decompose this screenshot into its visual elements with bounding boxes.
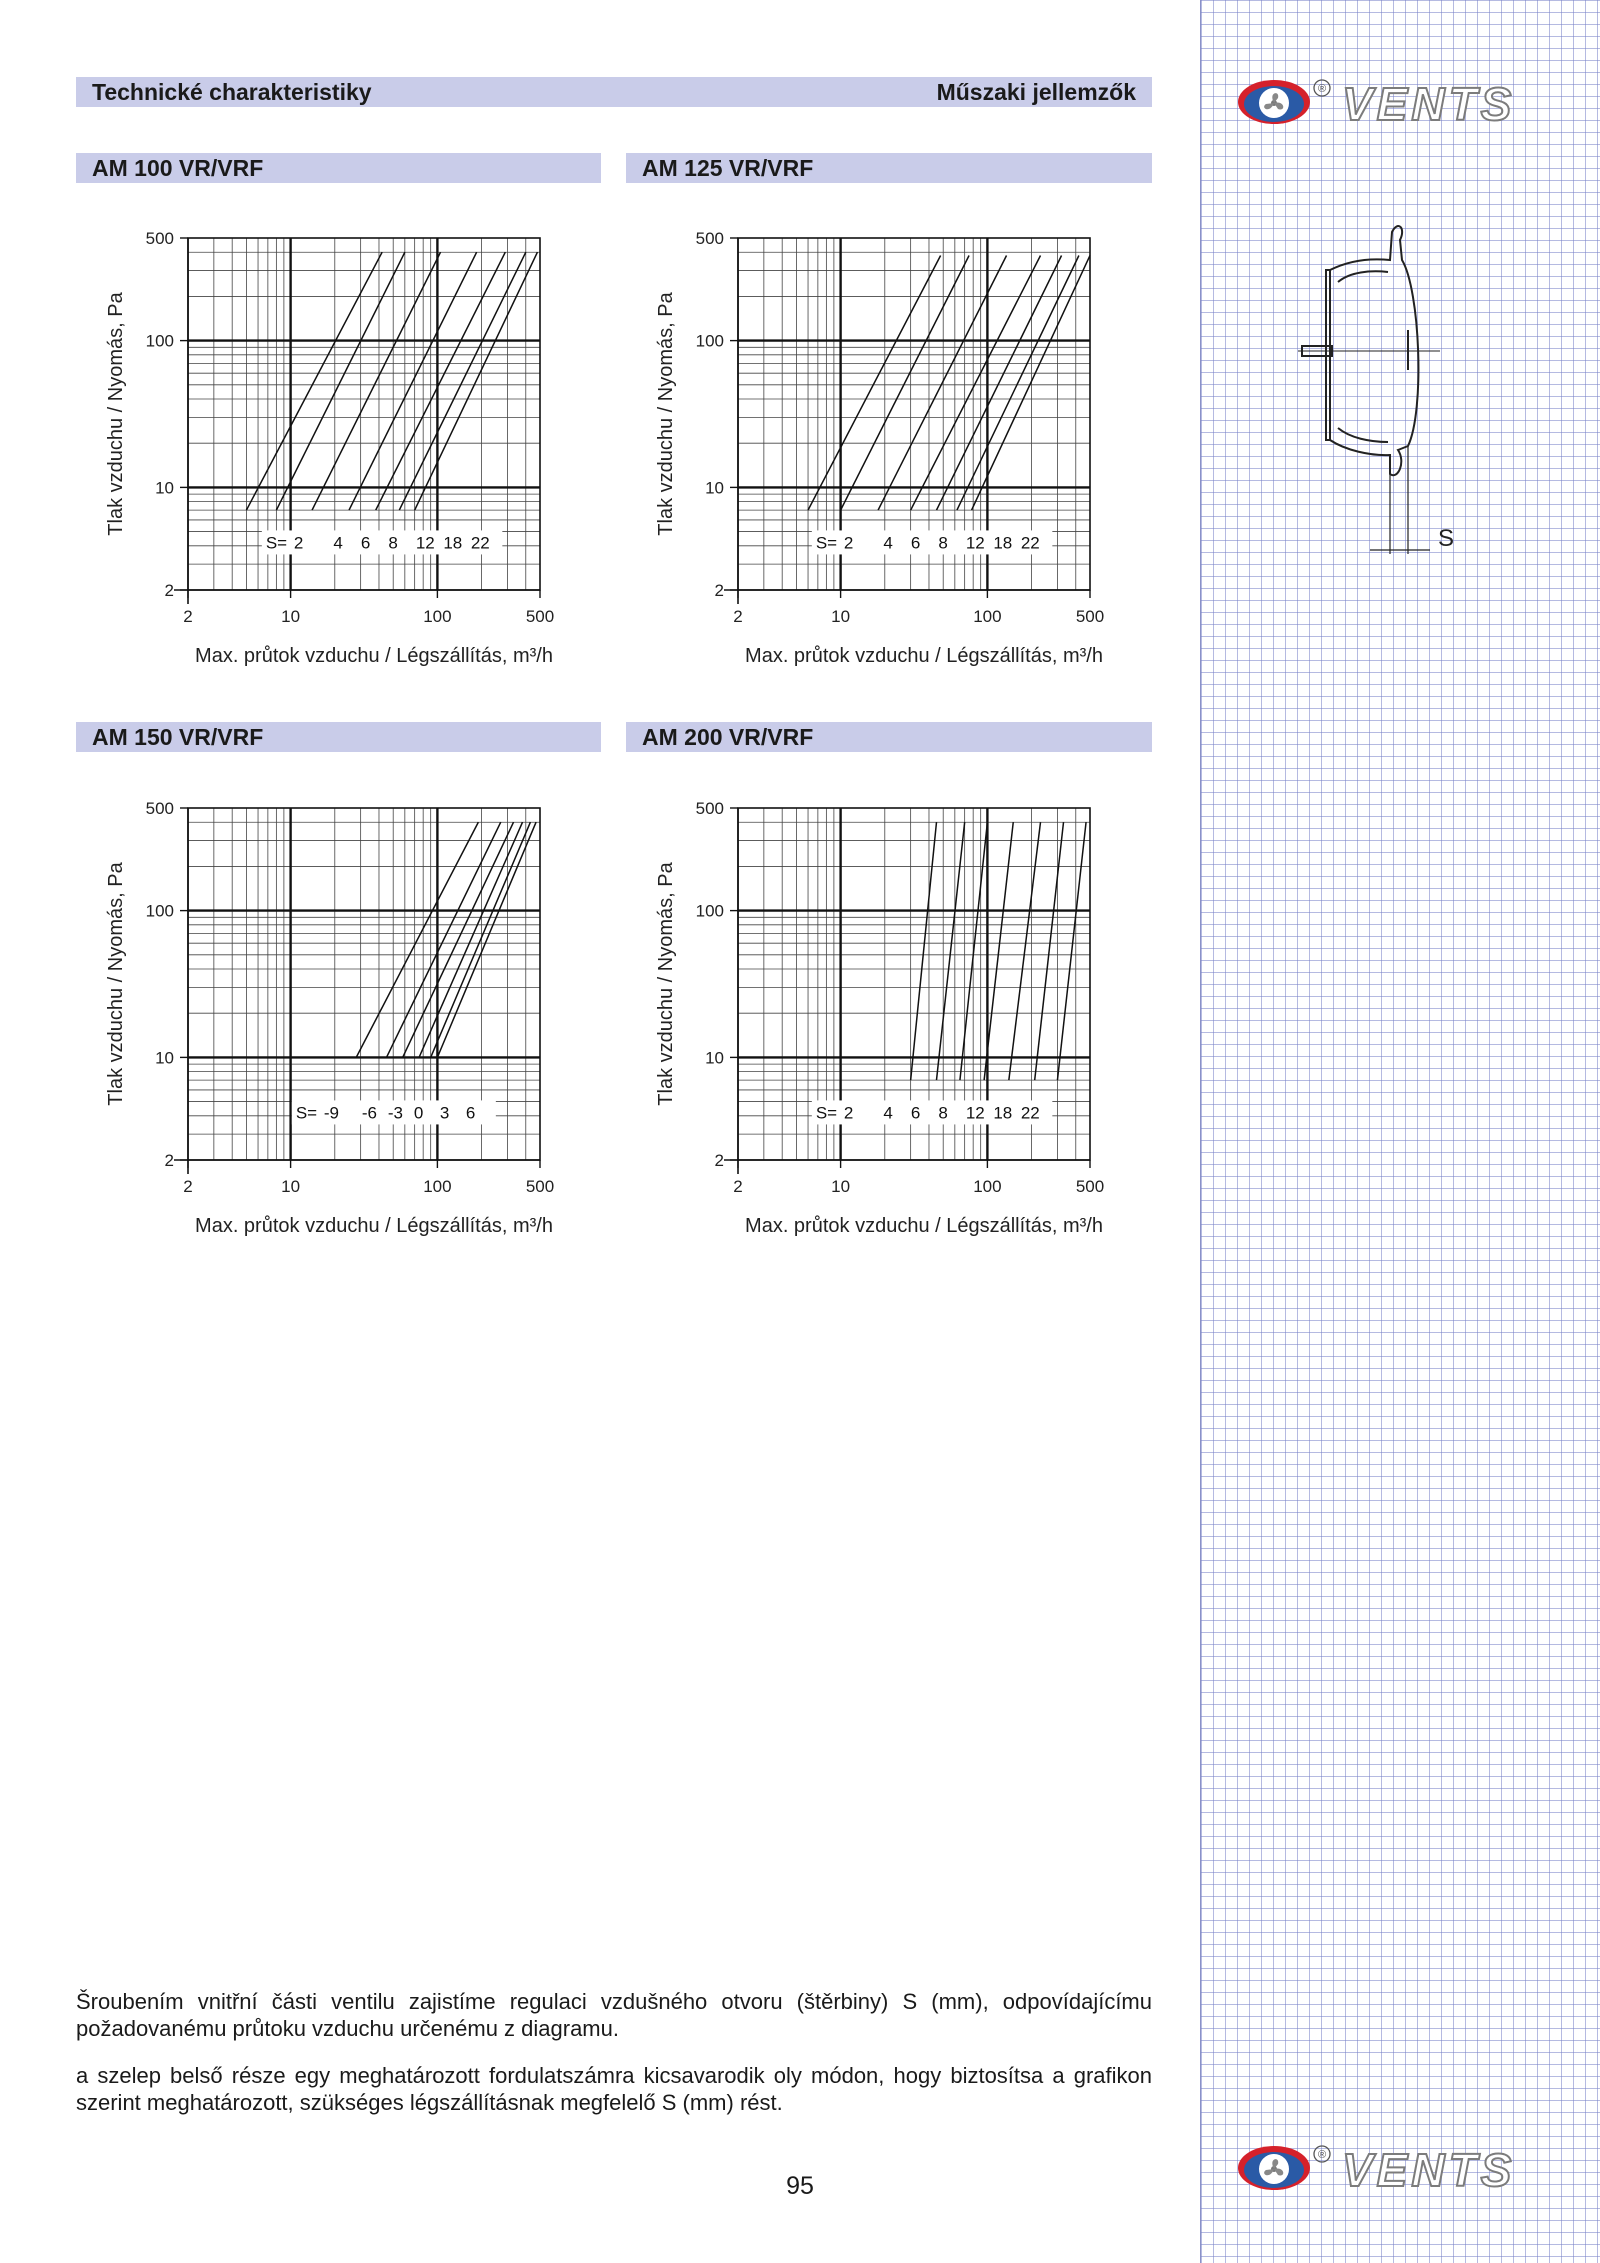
series-label-prefix: S= bbox=[815, 1103, 838, 1123]
vents-logo-bottom bbox=[1230, 2138, 1570, 2198]
series-line bbox=[911, 822, 937, 1080]
x-tick-label: 10 bbox=[281, 607, 301, 626]
series-line bbox=[276, 252, 404, 510]
chart-title-bar bbox=[626, 722, 1152, 752]
header-bar bbox=[76, 77, 1152, 107]
y-tick-label: 100 bbox=[145, 901, 174, 921]
series-line bbox=[960, 822, 987, 1080]
series-line bbox=[419, 822, 522, 1057]
y-tick-label: 2 bbox=[714, 1151, 724, 1170]
page-number: 95 bbox=[786, 2172, 814, 2200]
series-label: 4 bbox=[883, 1103, 893, 1123]
y-tick-label: 2 bbox=[164, 581, 174, 600]
chart-svg bbox=[650, 220, 1150, 680]
chart-svg bbox=[100, 220, 600, 680]
x-tick-label: 100 bbox=[423, 1177, 452, 1196]
series-line bbox=[349, 252, 477, 510]
y-axis-label: Tlak vzduchu / Nyomás, Pa bbox=[105, 862, 127, 1106]
y-tick-label: 2 bbox=[714, 581, 724, 600]
x-tick-label: 500 bbox=[525, 1177, 555, 1196]
chart-title: AM 100 VR/VRF bbox=[92, 155, 264, 181]
y-tick-label: 10 bbox=[705, 478, 724, 498]
svg-text:VENTS: VENTS bbox=[1342, 2144, 1516, 2196]
series-line bbox=[1035, 822, 1064, 1080]
series-label: 8 bbox=[388, 533, 398, 553]
series-line bbox=[437, 822, 536, 1057]
series-line bbox=[1009, 822, 1041, 1080]
chart-am100 bbox=[100, 220, 600, 680]
series-label: 18 bbox=[993, 533, 1013, 553]
valve-cross-section-drawing bbox=[1290, 210, 1460, 570]
chart-am200 bbox=[650, 790, 1150, 1250]
chart-am150 bbox=[100, 790, 600, 1250]
series-label: 22 bbox=[470, 533, 490, 553]
x-axis-label: Max. průtok vzduchu / Légszállítás, m³/h bbox=[745, 1215, 1103, 1237]
series-line bbox=[246, 252, 382, 510]
series-line bbox=[312, 252, 440, 510]
y-tick-label: 10 bbox=[155, 478, 174, 498]
chart-title-bar bbox=[76, 153, 601, 183]
x-tick-label: 2 bbox=[733, 1177, 743, 1196]
series-label: 12 bbox=[415, 533, 435, 553]
series-label-prefix: S= bbox=[265, 533, 288, 553]
series-label: 6 bbox=[910, 1103, 921, 1123]
series-label: 8 bbox=[938, 1103, 948, 1123]
series-line bbox=[415, 252, 538, 510]
description-cz: Šroubením vnitřní části ventilu zajistíme regulaci vzdušného otvoru (štěrbiny) S (mm), odpovídajícímu požadovanému průtoku vzduchu určenému z diagramu. bbox=[76, 1989, 1152, 2041]
series-label: 22 bbox=[1020, 1103, 1040, 1123]
svg-text:®: ® bbox=[1317, 83, 1327, 95]
y-axis-label: Tlak vzduchu / Nyomás, Pa bbox=[105, 292, 127, 536]
x-axis-label: Max. průtok vzduchu / Légszállítás, m³/h bbox=[745, 645, 1103, 667]
y-tick-label: 500 bbox=[145, 799, 174, 818]
series-label: 18 bbox=[443, 533, 463, 553]
x-tick-label: 100 bbox=[973, 1177, 1002, 1196]
series-line bbox=[399, 252, 525, 510]
x-tick-label: 100 bbox=[423, 607, 452, 626]
series-line bbox=[808, 255, 941, 510]
chart-svg bbox=[650, 790, 1150, 1250]
chart-title-bar bbox=[76, 722, 601, 752]
chart-title: AM 200 VR/VRF bbox=[642, 724, 814, 750]
series-line bbox=[936, 255, 1061, 510]
series-label: -6 bbox=[361, 1103, 377, 1123]
series-label-prefix: S= bbox=[815, 533, 838, 553]
y-tick-label: 500 bbox=[695, 229, 724, 248]
x-tick-label: 500 bbox=[1075, 1177, 1105, 1196]
series-label: 2 bbox=[843, 533, 854, 553]
series-label: 22 bbox=[1020, 533, 1040, 553]
x-tick-label: 500 bbox=[1075, 607, 1105, 626]
series-label-prefix: S= bbox=[295, 1103, 318, 1123]
chart-title: AM 125 VR/VRF bbox=[642, 155, 814, 181]
vents-logo-top bbox=[1230, 72, 1570, 132]
gap-s-label: S bbox=[1438, 525, 1455, 552]
x-axis-label: Max. průtok vzduchu / Légszállítás, m³/h bbox=[195, 645, 553, 667]
chart-svg bbox=[100, 790, 600, 1250]
series-label: -9 bbox=[323, 1103, 339, 1123]
header-title-cz: Technické charakteristiky bbox=[92, 79, 372, 105]
x-tick-label: 10 bbox=[831, 607, 851, 626]
series-label: 4 bbox=[883, 533, 893, 553]
y-axis-label: Tlak vzduchu / Nyomás, Pa bbox=[655, 862, 677, 1106]
series-label: 2 bbox=[293, 533, 304, 553]
y-tick-label: 500 bbox=[145, 229, 174, 248]
series-label: 2 bbox=[843, 1103, 854, 1123]
series-line bbox=[972, 255, 1090, 510]
series-line bbox=[386, 822, 500, 1057]
fan-emblem-icon bbox=[1238, 80, 1310, 124]
header-title-hu: Műszaki jellemzők bbox=[936, 79, 1136, 105]
y-tick-label: 500 bbox=[695, 799, 724, 818]
series-line bbox=[431, 822, 531, 1057]
x-tick-label: 2 bbox=[733, 607, 743, 626]
svg-text:VENTS: VENTS bbox=[1342, 78, 1516, 130]
x-tick-label: 10 bbox=[831, 1177, 851, 1196]
y-tick-label: 2 bbox=[164, 1151, 174, 1170]
chart-title-bar bbox=[626, 153, 1152, 183]
x-tick-label: 2 bbox=[183, 1177, 193, 1196]
series-label: 12 bbox=[965, 1103, 985, 1123]
y-tick-label: 100 bbox=[695, 331, 724, 351]
series-label: 0 bbox=[413, 1103, 424, 1123]
x-tick-label: 10 bbox=[281, 1177, 301, 1196]
series-label: 6 bbox=[360, 533, 371, 553]
chart-am125 bbox=[650, 220, 1150, 680]
y-tick-label: 10 bbox=[155, 1048, 174, 1068]
y-axis-label: Tlak vzduchu / Nyomás, Pa bbox=[655, 292, 677, 536]
series-line bbox=[403, 822, 514, 1057]
y-tick-label: 100 bbox=[145, 331, 174, 351]
series-line bbox=[1057, 822, 1086, 1080]
series-label: 6 bbox=[910, 533, 921, 553]
series-line bbox=[841, 255, 969, 510]
svg-text:®: ® bbox=[1317, 2149, 1327, 2161]
series-label: -3 bbox=[387, 1103, 403, 1123]
y-tick-label: 10 bbox=[705, 1048, 724, 1068]
series-line bbox=[356, 822, 478, 1057]
fan-emblem-icon bbox=[1238, 2146, 1310, 2190]
x-tick-label: 500 bbox=[525, 607, 555, 626]
series-label: 18 bbox=[993, 1103, 1013, 1123]
x-tick-label: 2 bbox=[183, 607, 193, 626]
series-line bbox=[936, 822, 964, 1080]
series-label: 3 bbox=[439, 1103, 450, 1123]
series-line bbox=[376, 252, 506, 510]
series-label: 4 bbox=[333, 533, 343, 553]
series-label: 8 bbox=[938, 533, 948, 553]
y-tick-label: 100 bbox=[695, 901, 724, 921]
description-hu: a szelep belső része egy meghatározott fordulatszámra kicsavarodik oly módon, hogy biztosítsa a grafikon szerint meghatározott, szükséges légszállításnak megfelelő S (mm) rést. bbox=[76, 2063, 1152, 2115]
x-axis-label: Max. průtok vzduchu / Légszállítás, m³/h bbox=[195, 1215, 553, 1237]
chart-title: AM 150 VR/VRF bbox=[92, 724, 264, 750]
series-label: 6 bbox=[465, 1103, 476, 1123]
series-label: 12 bbox=[965, 533, 985, 553]
x-tick-label: 100 bbox=[973, 607, 1002, 626]
